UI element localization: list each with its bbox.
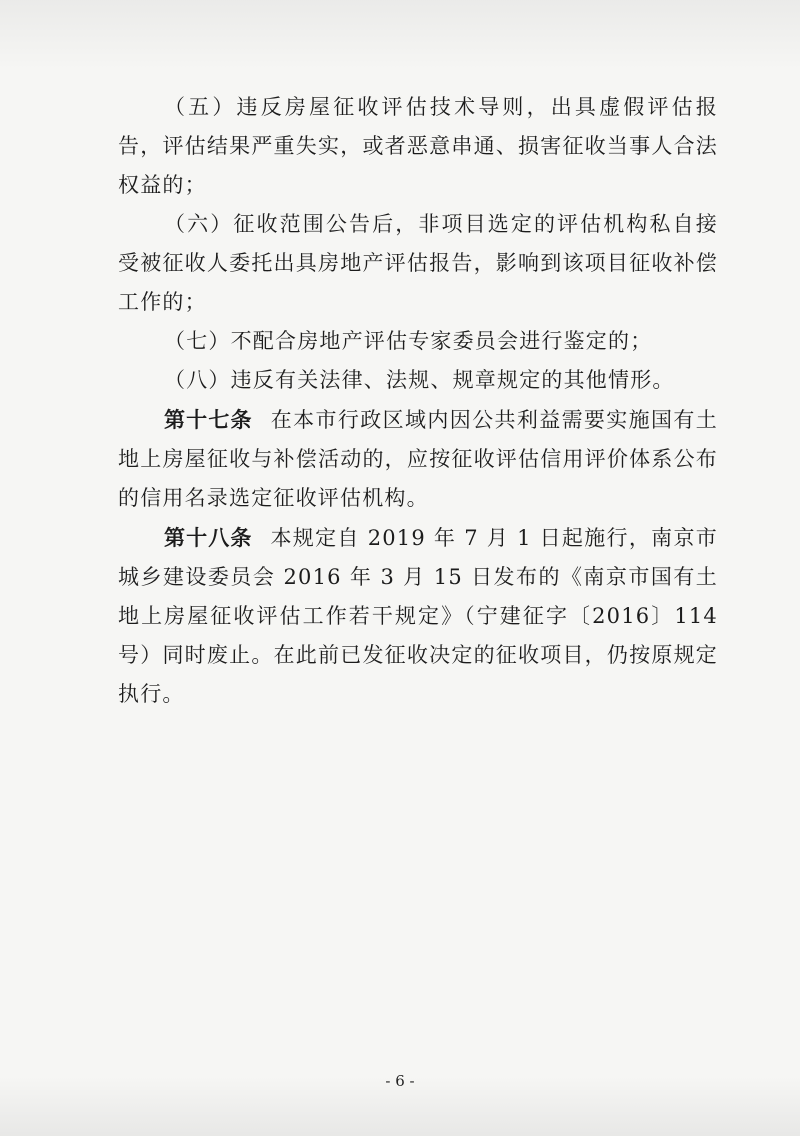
page-number: - 6 - xyxy=(385,1072,415,1090)
article-17-text: 在本市行政区域内因公共利益需要实施国有土地上房屋征收与补偿活动的，应按征收评估信用评价体系公布的信用名录选定征收评估机构。 xyxy=(118,408,719,510)
clause-item-6 xyxy=(118,205,718,322)
article-17-heading: 第十七条 xyxy=(164,407,253,432)
article-17 xyxy=(118,400,718,518)
document-body xyxy=(118,88,718,714)
clause-item-6-text: （六）征收范围公告后，非项目选定的评估机构私自接受被征收人委托出具房地产评估报告，影响到该项目征收补偿工作的； xyxy=(118,212,718,314)
clause-item-8-text: （八）违反有关法律、法规、规章规定的其他情形。 xyxy=(164,368,675,392)
clause-item-5 xyxy=(118,88,718,205)
clause-item-7 xyxy=(118,322,718,361)
article-18-text: 本规定自 2019 年 7 月 1 日起施行，南京市城乡建设委员会 2016 年 3 月 15 日发布的《南京市国有土地上房屋征收评估工作若干规定》（宁建征字〔2016〕114 号）同时废止。在此前已发征收决定的征收项目，仍按原规定执行。 xyxy=(118,526,718,706)
article-18-heading: 第十八条 xyxy=(164,525,253,550)
clause-item-7-text: （七）不配合房地产评估专家委员会进行鉴定的； xyxy=(164,329,653,353)
article-18 xyxy=(118,518,718,714)
clause-item-8 xyxy=(118,361,718,400)
clause-item-5-text: （五）违反房屋征收评估技术导则，出具虚假评估报告，评估结果严重失实，或者恶意串通、损害征收当事人合法权益的； xyxy=(118,95,718,197)
